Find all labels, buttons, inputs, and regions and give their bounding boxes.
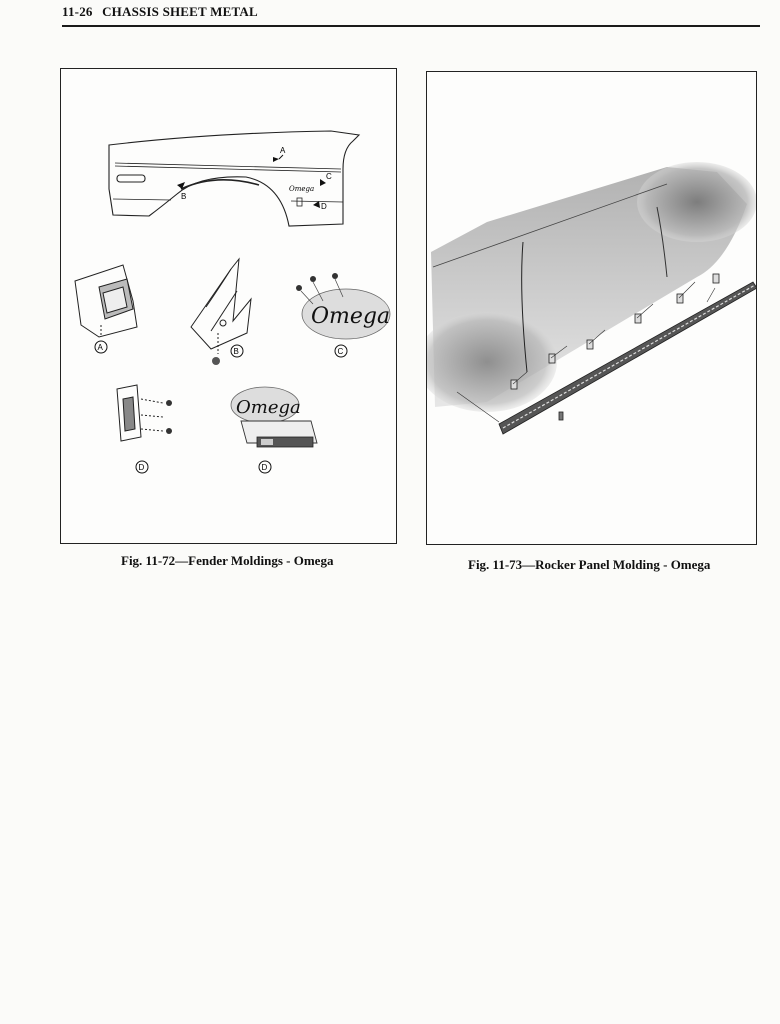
callout-a	[273, 146, 286, 162]
label-b: B	[233, 347, 239, 356]
header-rule	[62, 25, 760, 27]
detail-b-drawing	[191, 259, 251, 354]
emblem-c-text: Omega	[311, 304, 391, 329]
figure-11-72-caption: Fig. 11-72—Fender Moldings - Omega	[121, 553, 334, 568]
detail-d2-drawing	[231, 387, 317, 447]
fender-drawing	[109, 131, 359, 226]
figure-fender-moldings	[60, 68, 397, 544]
label-d2: D	[261, 463, 268, 472]
detail-d1-drawing	[117, 385, 163, 441]
svg-text:B: B	[181, 192, 187, 201]
svg-text:C: C	[326, 172, 332, 181]
label-d1: D	[138, 463, 145, 472]
detail-a-drawing	[75, 265, 137, 337]
page-number: 11-26	[62, 4, 93, 19]
fender-moldings-illustration	[61, 69, 396, 543]
fender-marker-lamp	[297, 198, 302, 206]
callout-c	[320, 172, 332, 186]
nut-d2	[166, 428, 172, 434]
label-c: C	[337, 347, 344, 356]
rocker-panel-illustration	[427, 72, 756, 544]
figure-11-73-caption: Fig. 11-73—Rocker Panel Molding - Omega	[468, 557, 711, 572]
label-a: A	[97, 343, 103, 352]
svg-text:A: A	[280, 146, 286, 155]
svg-text:D: D	[321, 202, 327, 211]
section-title: CHASSIS SHEET METAL	[102, 4, 258, 19]
emblem-d-text: Omega	[236, 397, 301, 418]
figure-rocker-panel-molding	[426, 71, 757, 545]
nut-d1	[166, 400, 172, 406]
callout-d	[313, 201, 327, 211]
fender-emblem-text: Omega	[289, 185, 315, 193]
callout-b	[177, 182, 186, 201]
page-header	[62, 4, 760, 20]
detail-c-drawing	[296, 273, 390, 339]
screw-b	[212, 357, 220, 365]
